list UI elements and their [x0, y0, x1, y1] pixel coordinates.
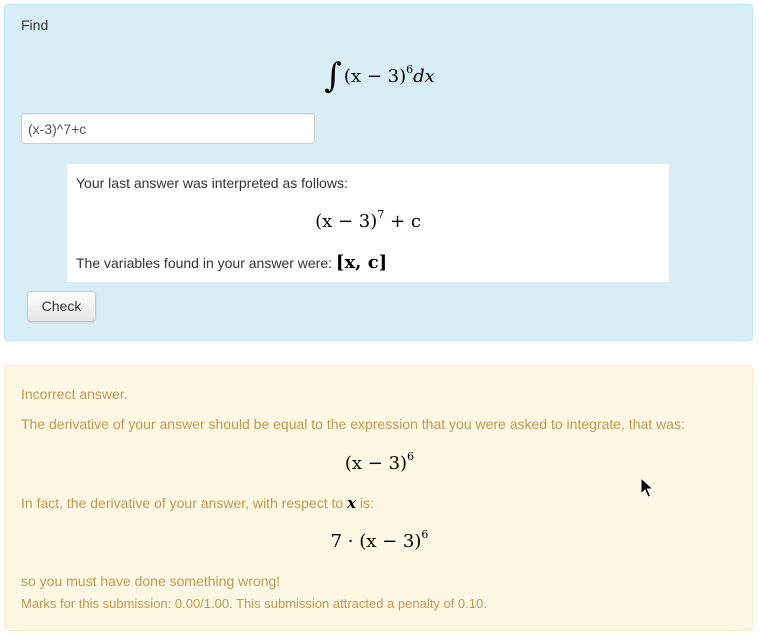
interpreted-tail: + c	[390, 211, 421, 232]
integral-differential: dx	[413, 66, 435, 87]
feedback-marks: Marks for this submission: 0.00/1.00. This submission attracted a penalty of 0.10.	[21, 596, 487, 611]
expected-expression	[5, 452, 754, 474]
expected-exponent: 6	[407, 450, 415, 463]
derivative-intro-before: In fact, the derivative of your answer, with respect to	[21, 495, 344, 511]
integral-sign-icon: ∫	[324, 56, 342, 96]
integrand-exponent: 6	[406, 63, 414, 76]
derivative-exponent: 6	[421, 528, 429, 541]
variables-label: The variables found in your answer were:	[76, 255, 333, 271]
feedback-explanation: The derivative of your answer should be equal to the expression that you were asked to integrate, that was:	[21, 416, 685, 432]
derivative-base: 7 · (x − 3)	[330, 531, 422, 552]
interpretation-box	[67, 164, 669, 282]
interpreted-expression	[67, 210, 669, 232]
mouse-cursor-icon	[640, 477, 654, 499]
variables-line	[76, 252, 387, 273]
variables-list: [x, c]	[335, 252, 388, 273]
find-label: Find	[21, 17, 49, 33]
check-button[interactable]: Check	[27, 291, 96, 322]
interpretation-intro: Your last answer was interpreted as follows:	[76, 175, 348, 191]
feedback-status: Incorrect answer.	[21, 386, 128, 402]
derivative-expression	[5, 530, 754, 552]
integrand-base: (x − 3)	[343, 66, 407, 87]
derivative-variable: x	[347, 494, 357, 512]
question-panel	[4, 4, 753, 341]
feedback-conclusion: so you must have done something wrong!	[21, 573, 281, 589]
interpreted-base: (x − 3)	[315, 211, 378, 232]
derivative-intro-after: is:	[359, 495, 374, 511]
interpreted-exponent: 7	[377, 208, 385, 221]
expected-base: (x − 3)	[344, 453, 408, 474]
derivative-intro	[21, 494, 374, 512]
integral-expression	[5, 51, 754, 96]
answer-input[interactable]	[21, 113, 315, 144]
